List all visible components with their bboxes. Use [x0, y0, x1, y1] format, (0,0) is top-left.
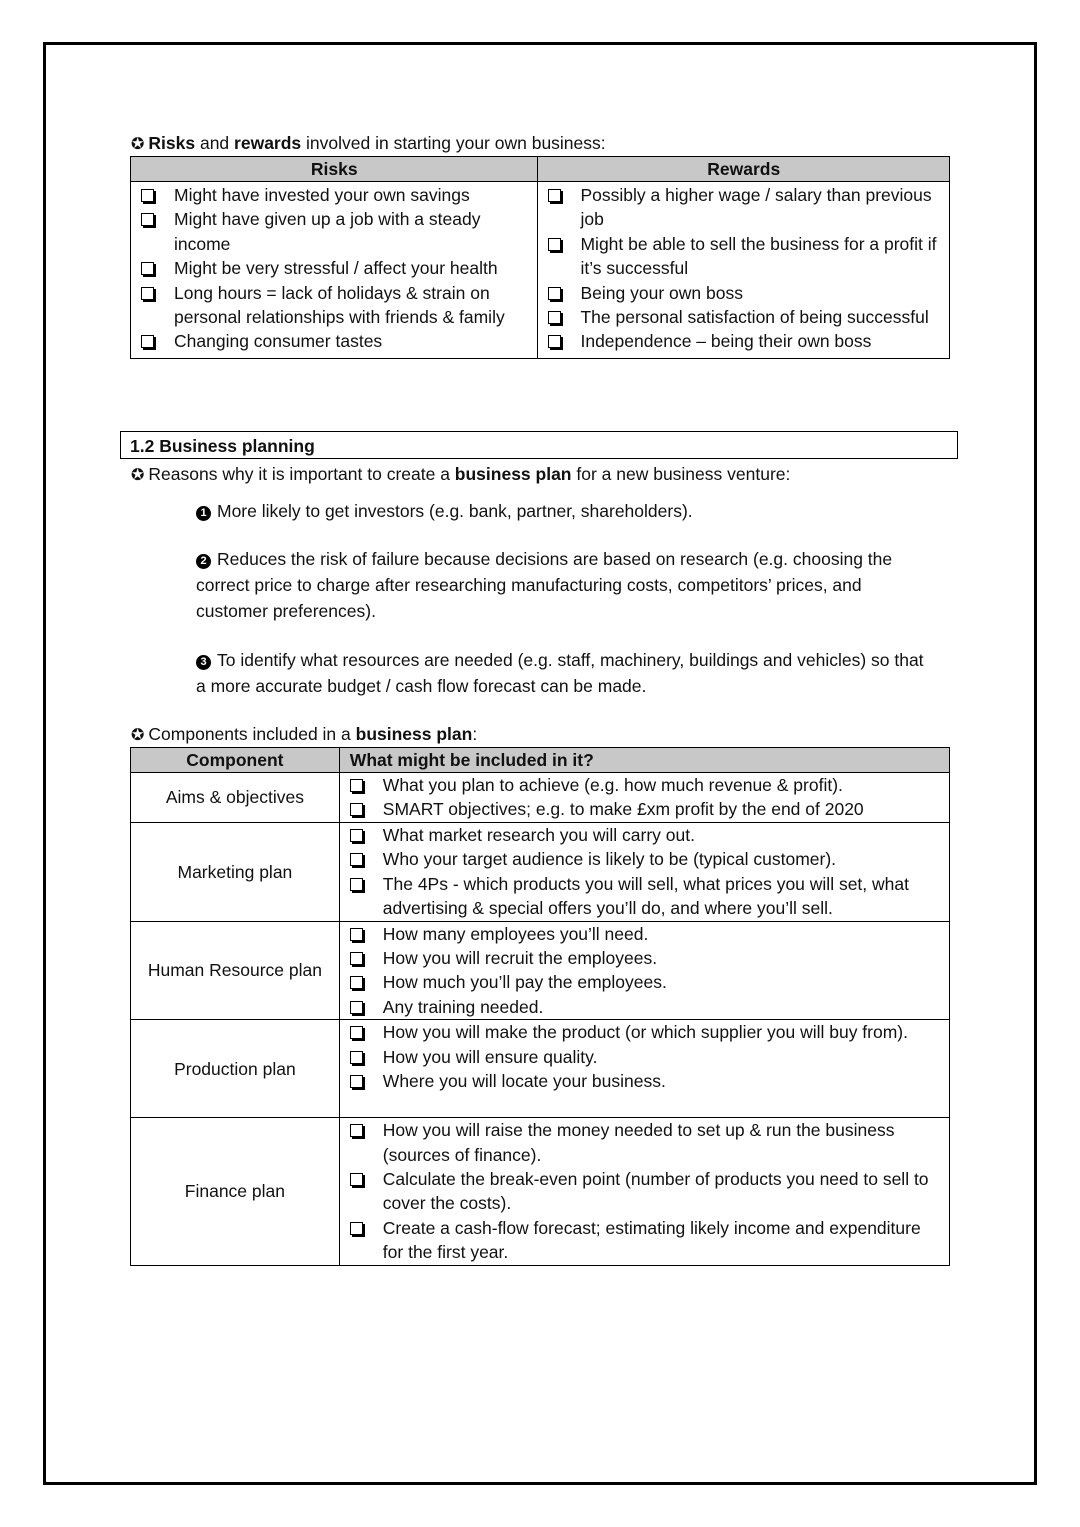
component-name: Marketing plan	[131, 823, 340, 922]
component-row	[131, 823, 950, 922]
checkbox-icon	[350, 1051, 363, 1064]
component-item: What you plan to achieve (e.g. how much revenue & profit).	[350, 773, 941, 797]
risk-item: Might be very stressful / affect your health	[141, 256, 531, 280]
component-item: How you will ensure quality.	[350, 1045, 941, 1069]
component-row	[131, 1020, 950, 1118]
business-plan-intro: ✪ Reasons why it is important to create a business plan for a new business venture:	[131, 464, 791, 484]
component-item: SMART objectives; e.g. to make £xm profit by the end of 2020	[350, 797, 941, 821]
checkbox-icon	[350, 878, 363, 891]
reward-item: The personal satisfaction of being successful	[548, 305, 943, 329]
star-bullet-icon: ✪	[131, 467, 145, 484]
component-details	[339, 823, 949, 922]
component-item: Create a cash-flow forecast; estimating likely income and expenditure for the first year.	[350, 1216, 941, 1265]
reward-item: Being your own boss	[548, 281, 943, 305]
checkbox-icon	[548, 311, 561, 324]
risk-item: Long hours = lack of holidays & strain on personal relationships with friends & family	[141, 281, 531, 330]
rewards-list	[548, 183, 943, 354]
checkbox-icon	[141, 287, 154, 300]
checkbox-icon	[350, 1173, 363, 1186]
component-item: Who your target audience is likely to be (typical customer).	[350, 847, 941, 871]
checkbox-icon	[350, 829, 363, 842]
number-3-icon: 3	[196, 655, 211, 670]
component-row	[131, 1118, 950, 1265]
reason-3: 3 To identify what resources are needed (e.g. staff, machinery, buildings and vehicles) so that a more accurate budget / cash flow forecast can be made.	[196, 650, 924, 696]
number-1-icon: 1	[196, 506, 211, 521]
component-item: Where you will locate your business.	[350, 1069, 941, 1093]
risks-list	[141, 183, 531, 354]
component-details	[339, 1020, 949, 1118]
reason-1: 1 More likely to get investors (e.g. bank, partner, shareholders).	[196, 498, 936, 524]
section-title: 1.2 Business planning	[120, 431, 958, 459]
star-bullet-icon: ✪	[131, 727, 145, 744]
checkbox-icon	[350, 928, 363, 941]
risks-cell	[131, 182, 538, 359]
checkbox-icon	[350, 1222, 363, 1235]
risk-item: Changing consumer tastes	[141, 329, 531, 353]
component-row	[131, 773, 950, 823]
risk-item: Might have given up a job with a steady income	[141, 207, 531, 256]
component-item: Any training needed.	[350, 995, 941, 1019]
checkbox-icon	[548, 189, 561, 202]
checkbox-icon	[141, 262, 154, 275]
checkbox-icon	[141, 213, 154, 226]
checkbox-icon	[350, 1124, 363, 1137]
component-name: Finance plan	[131, 1118, 340, 1265]
risks-rewards-table	[130, 156, 950, 359]
checkbox-icon	[350, 1075, 363, 1088]
component-item: How you will raise the money needed to set up & run the business (sources of finance).	[350, 1118, 941, 1167]
risks-rewards-heading: ✪ Risks and rewards involved in starting your own business:	[131, 133, 606, 153]
components-intro: ✪ Components included in a business plan:	[131, 724, 478, 744]
checkbox-icon	[141, 189, 154, 202]
checkbox-icon	[548, 238, 561, 251]
checkbox-icon	[350, 803, 363, 816]
checkbox-icon	[350, 853, 363, 866]
component-name: Aims & objectives	[131, 773, 340, 823]
star-bullet-icon: ✪	[131, 136, 145, 153]
components-table	[130, 747, 950, 1266]
component-row	[131, 921, 950, 1020]
component-item: Calculate the break-even point (number of products you need to sell to cover the costs).	[350, 1167, 941, 1216]
checkbox-icon	[350, 1026, 363, 1039]
checkbox-icon	[141, 335, 154, 348]
risks-header: Risks	[131, 157, 538, 182]
reward-item: Possibly a higher wage / salary than previous job	[548, 183, 943, 232]
rewards-header: Rewards	[538, 157, 950, 182]
component-items	[350, 1118, 941, 1264]
rewards-cell	[538, 182, 950, 359]
component-name: Human Resource plan	[131, 921, 340, 1020]
reward-item: Independence – being their own boss	[548, 329, 943, 353]
component-details	[339, 921, 949, 1020]
component-items	[350, 823, 941, 921]
checkbox-icon	[350, 1001, 363, 1014]
checkbox-icon	[548, 335, 561, 348]
component-header: Component	[131, 748, 340, 773]
component-item: What market research you will carry out.	[350, 823, 941, 847]
component-items	[350, 773, 941, 822]
component-item: The 4Ps - which products you will sell, what prices you will set, what advertising & special offers you’ll do, and where you’ll sell.	[350, 872, 941, 921]
checkbox-icon	[350, 952, 363, 965]
reward-item: Might be able to sell the business for a profit if it’s successful	[548, 232, 943, 281]
component-details	[339, 773, 949, 823]
component-items	[350, 922, 941, 1020]
component-item: How much you’ll pay the employees.	[350, 970, 941, 994]
component-item: How you will make the product (or which supplier you will buy from).	[350, 1020, 941, 1044]
number-2-icon: 2	[196, 554, 211, 569]
component-item: How you will recruit the employees.	[350, 946, 941, 970]
component-details	[339, 1118, 949, 1265]
checkbox-icon	[548, 287, 561, 300]
component-items	[350, 1020, 941, 1093]
risk-item: Might have invested your own savings	[141, 183, 531, 207]
checkbox-icon	[350, 976, 363, 989]
component-name: Production plan	[131, 1020, 340, 1118]
included-header: What might be included in it?	[339, 748, 949, 773]
reason-2: 2 Reduces the risk of failure because decisions are based on research (e.g. choosing the correct price to charge after researching manufacturing costs, competitors’ prices, and customer preferences).	[196, 549, 893, 621]
component-item: How many employees you’ll need.	[350, 922, 941, 946]
checkbox-icon	[350, 779, 363, 792]
